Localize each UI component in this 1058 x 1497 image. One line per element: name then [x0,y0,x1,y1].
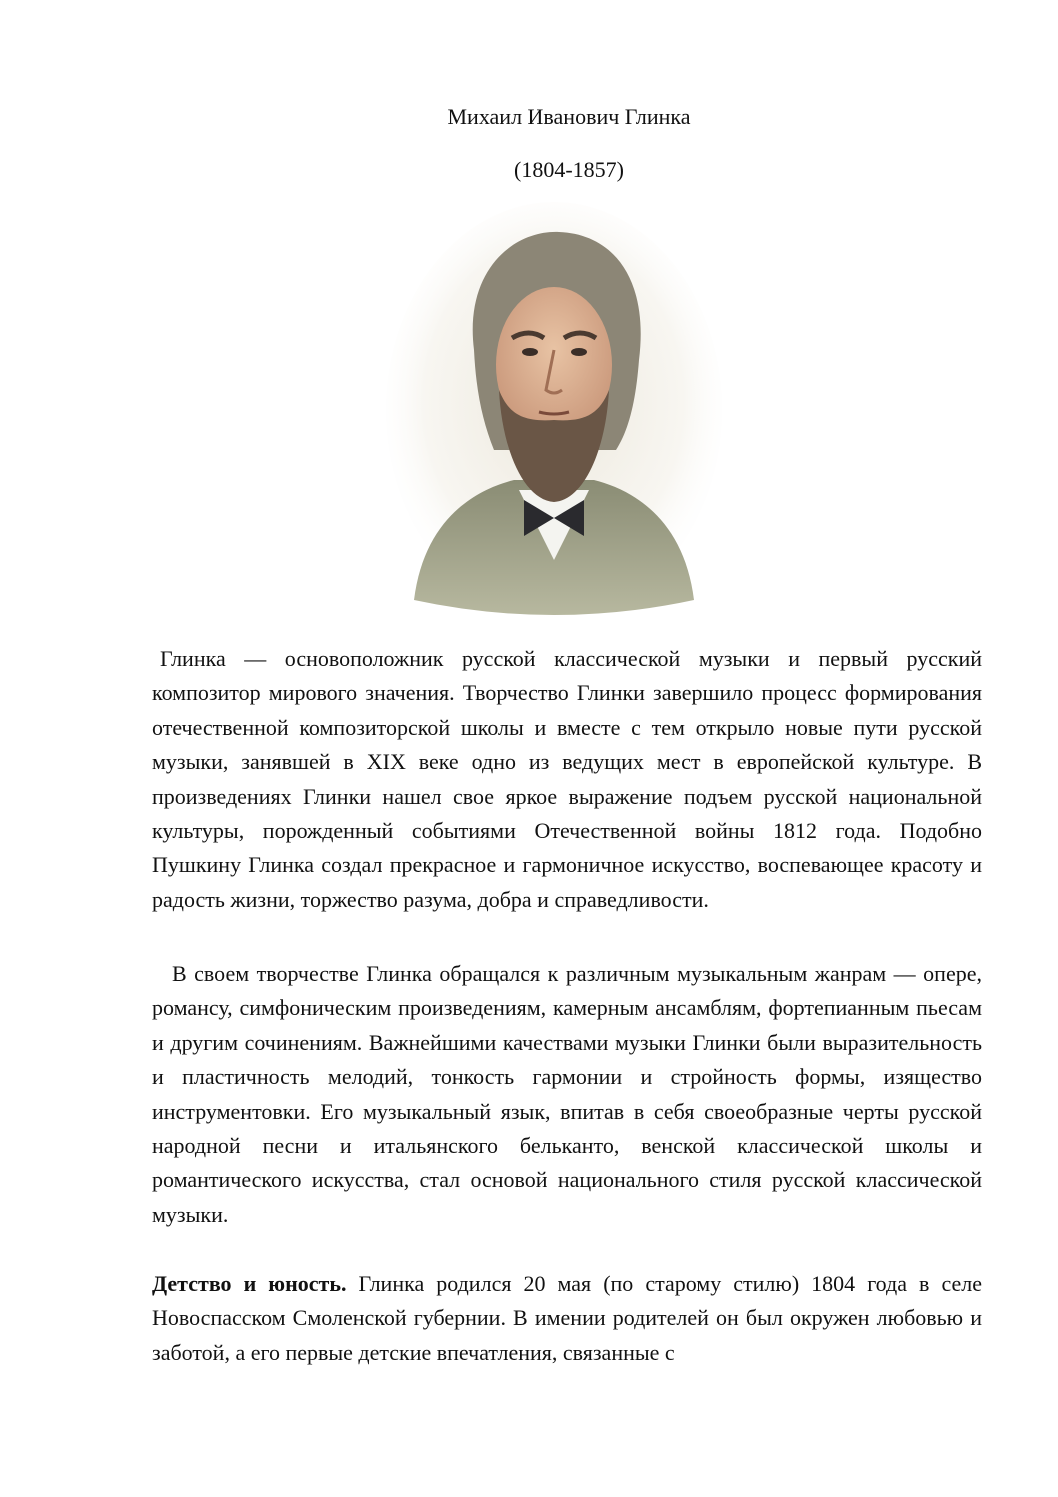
life-years: (1804-1857) [514,157,624,182]
page-title: Михаил Иванович Глинка [447,104,691,129]
paragraph-intro-text: Глинка — основоположник русской классической музыки и первый русский композитор мирового значения. Творчество Глинки завершило процесс формирования отечественной композиторской школы и вместе с тем открыло новые пути русской музыки, занявшей в XIX веке одно из ведущих мест в европейской культуре. В произведениях Глинки нашел свое яркое выражение подъем русской национальной культуры, порожденный событиями Отечественной войны 1812 года. Подобно Пушкину Глинка создал прекрасное и гармоничное искусство, воспевающее красоту и радость жизни, торжество разума, добра и справедливости. [152,646,982,912]
portrait-image [384,200,724,620]
paragraph-creativity [152,957,982,1232]
paragraph-intro [152,642,982,917]
paragraph-childhood-text: Глинка родился 20 мая (по старому стилю) 1804 года в селе Новоспасском Смоленской губернии. В имении родителей он был окружен любовью и заботой, а его первые детские впечатления, связанные с [152,1271,982,1365]
paragraph-childhood [152,1267,982,1370]
section-heading-childhood: Детство и юность. [152,1271,347,1296]
paragraph-creativity-text: В своем творчестве Глинка обращался к различным музыкальным жанрам — опере, романсу, симфоническим произведениям, камерным ансамблям, фортепианным пьесам и другим сочинениям. Важнейшими качествами музыки Глинки были выразительность и пластичность мелодий, тонкость гармонии и стройность формы, изящество инструментовки. Его музыкальный язык, впитав в себя своеобразные черты русской народной песни и итальянского бельканто, венской классической школы и романтического искусства, стал основой национального стиля русской классической музыки. [152,961,982,1227]
